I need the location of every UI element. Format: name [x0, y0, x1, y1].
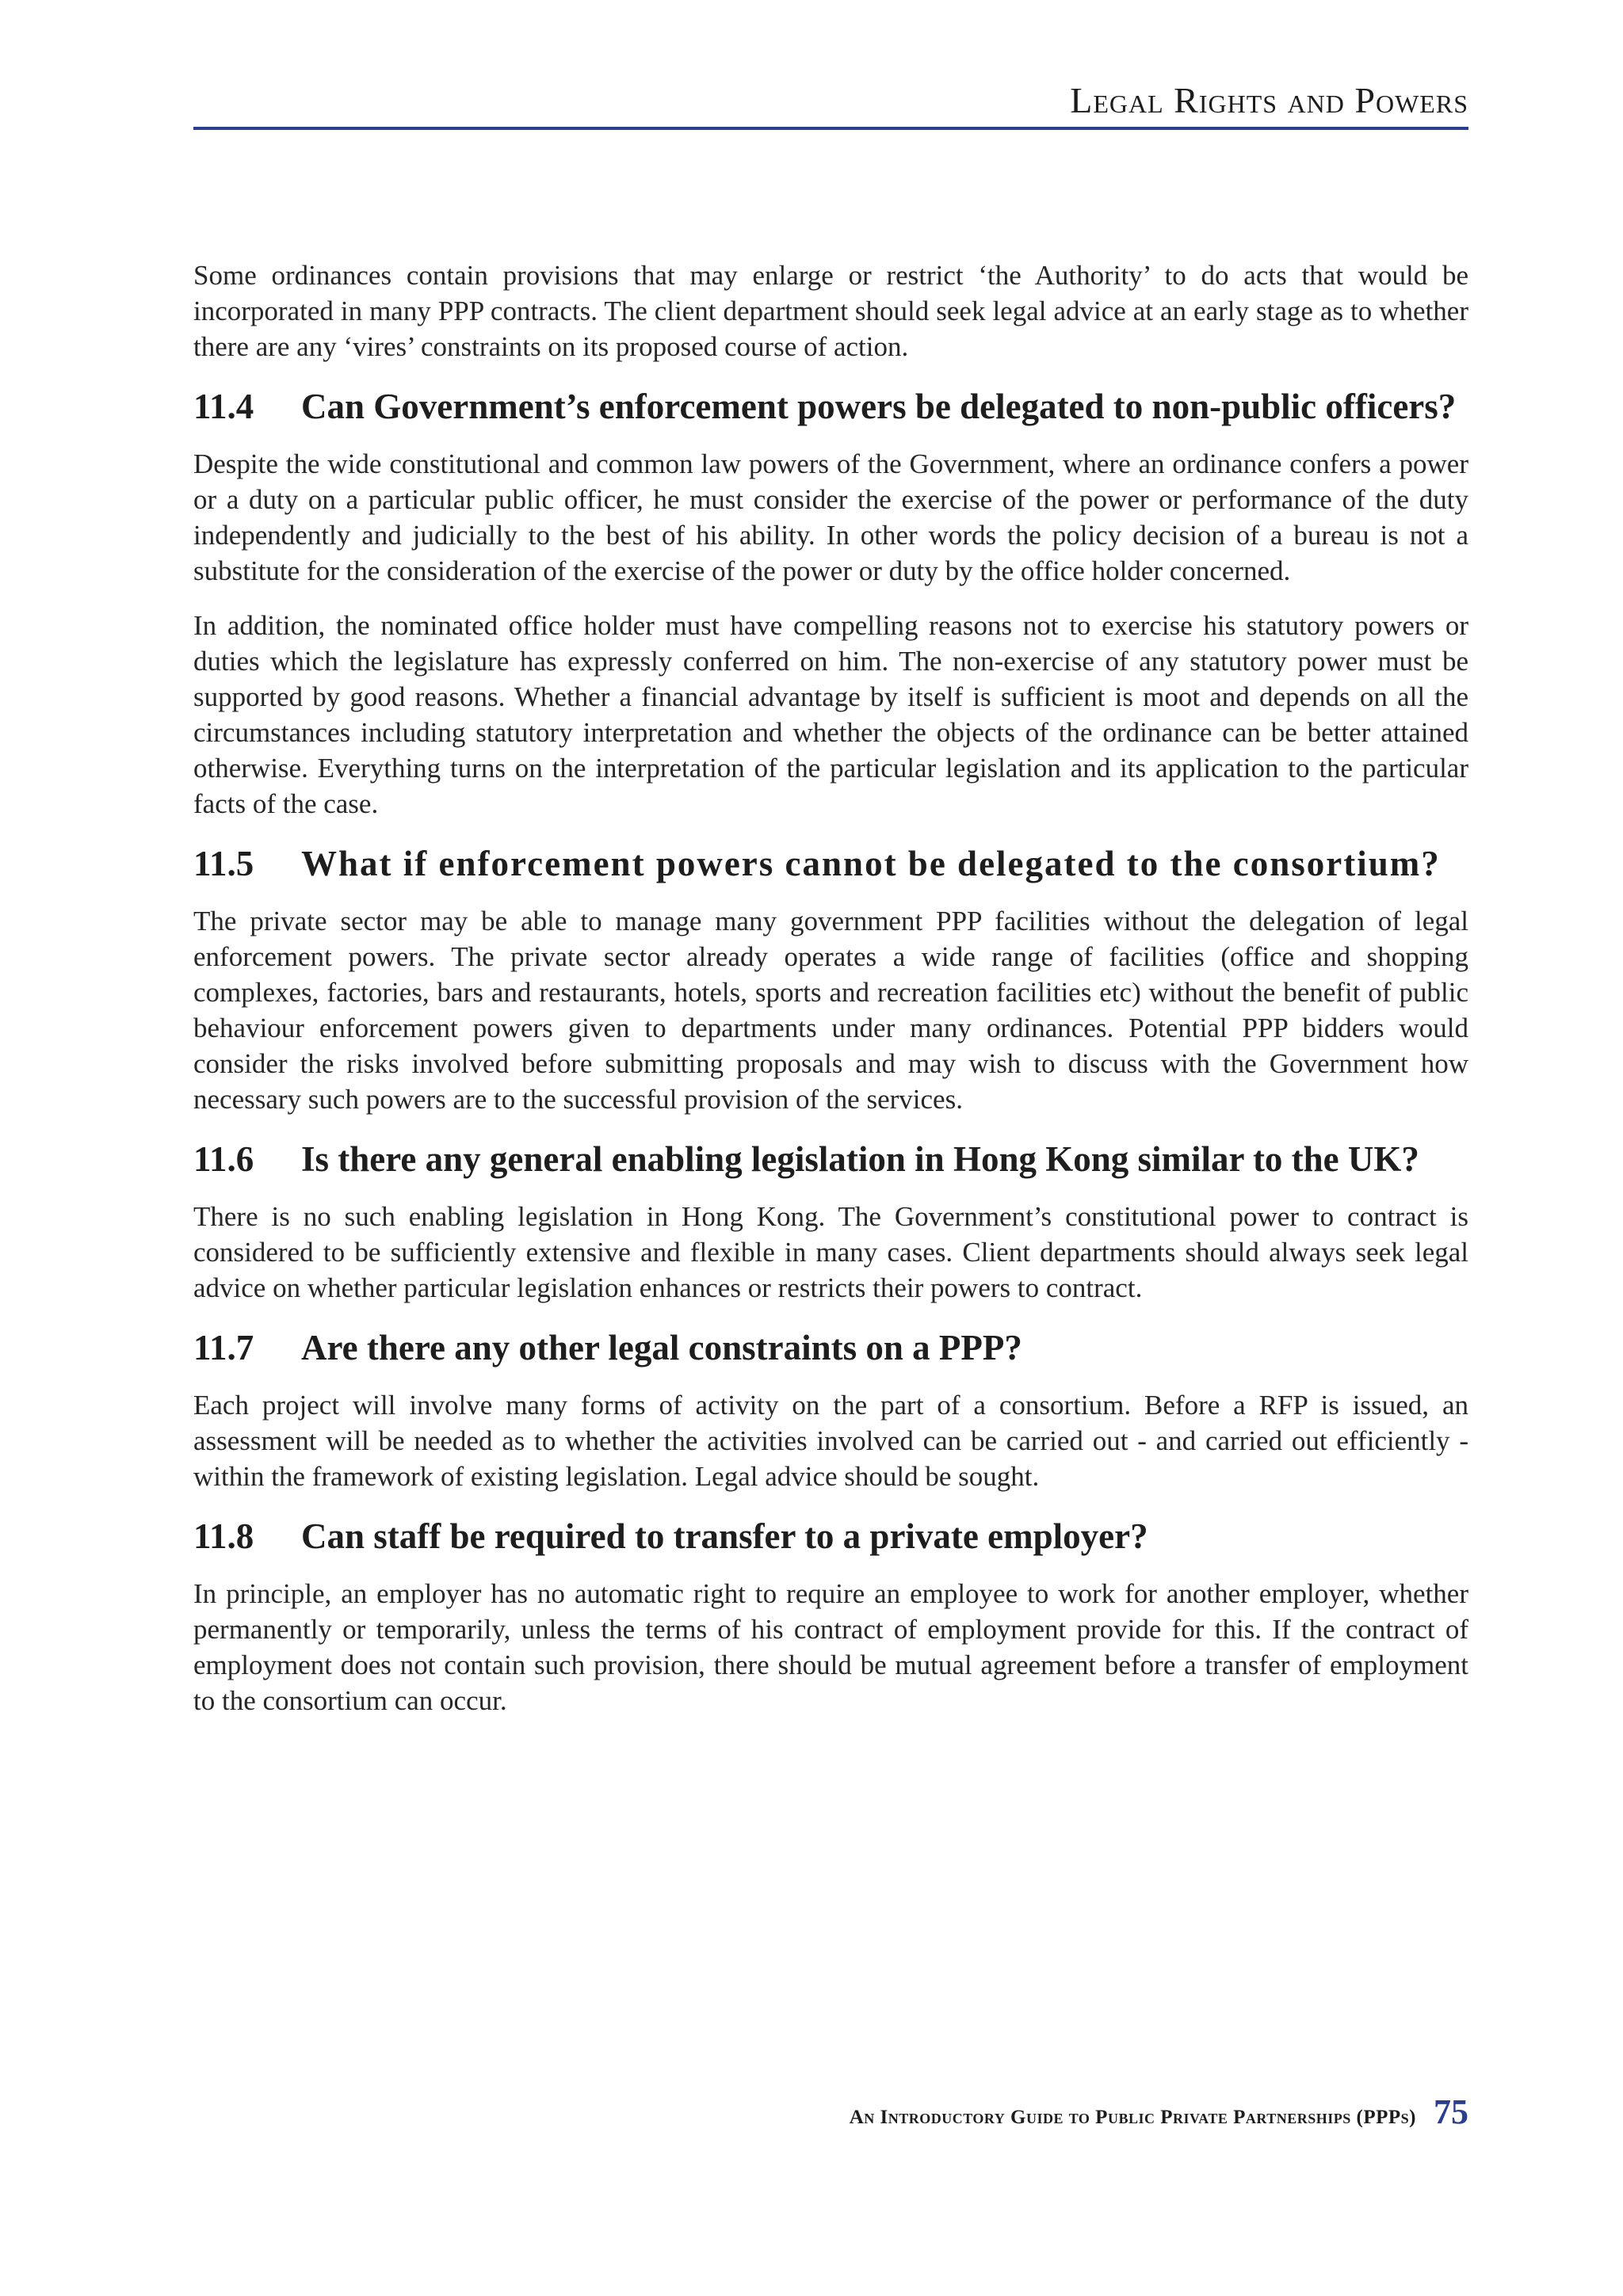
section-paragraph: In principle, an employer has no automatic right to require an employee to work for another employer, whether permanently or temporarily, unless the terms of his contract of employment provide for this. If the contract of employment does not contain such provision, there should be mutual agreement before a transfer of employment to the consortium can occur. — [193, 1578, 1468, 1716]
page-body — [193, 257, 1468, 1737]
section-number: 11.5 — [193, 844, 254, 883]
section-heading — [193, 385, 1468, 429]
section-11-5 — [193, 842, 1468, 1117]
page-header-title: Legal Rights and Powers — [1070, 80, 1468, 120]
section-paragraph: In addition, the nominated office holder must have compelling reasons not to exercise his statutory powers or duties which the legislature has expressly conferred on him. The non-exercise of any statutory power must be supported by good reasons. Whether a financial advantage by itself is sufficient is moot and depends on all the circumstances including statutory interpretation and whether the objects of the ordinance can be better attained otherwise. Everything turns on the interpretation of the particular legislation and its application to the particular facts of the case. — [193, 610, 1468, 819]
section-11-8 — [193, 1515, 1468, 1718]
section-heading — [193, 1326, 1468, 1370]
section-heading — [193, 1515, 1468, 1558]
section-title: Can Government’s enforcement powers be delegated to non-public officers? — [301, 387, 1457, 426]
section-title: Can staff be required to transfer to a private employer? — [301, 1516, 1148, 1556]
section-number: 11.4 — [193, 387, 254, 426]
footer-guide-title: An Introductory Guide to Public Private Partnerships (PPPs) — [849, 2107, 1416, 2128]
section-heading — [193, 1138, 1468, 1181]
section-paragraph: The private sector may be able to manage many government PPP facilities without the delegation of legal enforcement powers. The private sector already operates a wide range of facilities (office and shopping complexes, factories, bars and restaurants, hotels, sports and recreation facilities etc) without the benefit of public behaviour enforcement powers given to departments under many ordinances. Potential PPP bidders would consider the risks involved before submitting proposals and may wish to discuss with the Government how necessary such powers are to the successful provision of the services. — [193, 906, 1468, 1115]
section-11-6 — [193, 1138, 1468, 1306]
section-heading — [193, 842, 1468, 886]
section-11-7 — [193, 1326, 1468, 1494]
page-number: 75 — [1434, 2092, 1468, 2131]
section-title: Are there any other legal constraints on a PPP? — [301, 1328, 1022, 1367]
section-number: 11.6 — [193, 1139, 254, 1179]
section-number: 11.8 — [193, 1516, 254, 1556]
section-paragraph: Despite the wide constitutional and common law powers of the Government, where an ordinance confers a power or a duty on a particular public officer, he must consider the exercise of the power or performance of the duty independently and judicially to the best of his ability. In other words the policy decision of a bureau is not a substitute for the consideration of the exercise of the power or duty by the office holder concerned. — [193, 448, 1468, 586]
section-title: Is there any general enabling legislation in Hong Kong similar to the UK? — [301, 1139, 1419, 1179]
section-paragraph: Each project will involve many forms of activity on the part of a consortium. Before a RFP is issued, an assessment will be needed as to whether the activities involved can be carried out - and carried out efficiently - within the framework of existing legislation. Legal advice should be sought. — [193, 1390, 1468, 1492]
section-title: What if enforcement powers cannot be delegated to the consortium? — [301, 844, 1441, 883]
section-11-4 — [193, 385, 1468, 822]
page-footer — [850, 2092, 1468, 2132]
section-paragraph: There is no such enabling legislation in Hong Kong. The Government’s constitutional power to contract is considered to be sufficiently extensive and flexible in many cases. Client departments should always seek legal advice on whether particular legislation enhances or restricts their powers to contract. — [193, 1201, 1468, 1303]
section-number: 11.7 — [193, 1328, 254, 1367]
intro-paragraph: Some ordinances contain provisions that may enlarge or restrict ‘the Authority’ to do acts that would be incorporated in many PPP contracts. The client department should seek legal advice at an early stage as to whether there are any ‘vires’ constraints on its proposed course of action. — [193, 260, 1468, 362]
header-divider — [193, 127, 1468, 130]
